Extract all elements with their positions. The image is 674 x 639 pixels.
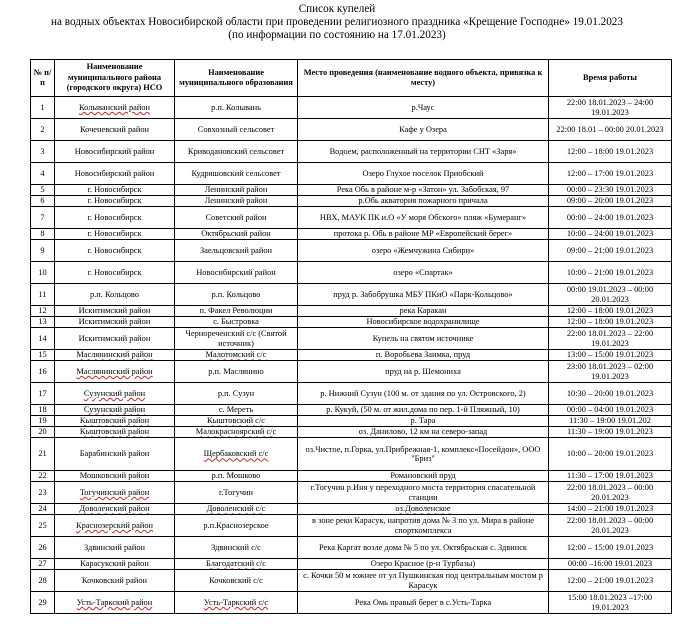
cell-num: 13 <box>31 317 55 328</box>
table-row <box>31 515 672 537</box>
cell-place: г.Тогучин р.Иня у переходного моста территория спасательной станции <box>298 482 549 504</box>
cell-time: 00:00 – 24:00 19.01.2023 <box>549 207 672 229</box>
cell-district: Новосибирский район <box>55 163 175 185</box>
cell-municipality: Доволенский с/с <box>175 504 298 515</box>
cell-district: Сузунский район <box>55 383 175 405</box>
cell-time: 12:00 – 17:00 19.01.2023 <box>549 163 672 185</box>
cell-time: 12:00 – 18:00 19.01.2023 <box>549 306 672 317</box>
cell-municipality: Заельцовский район <box>175 240 298 262</box>
table-row <box>31 229 672 240</box>
cell-district: Колыванский район <box>55 97 175 119</box>
cell-place: Озеро Красное (р-н Турбазы) <box>298 559 549 570</box>
cell-municipality: р.п.Краснозерское <box>175 515 298 537</box>
cell-num: 9 <box>31 240 55 262</box>
cell-num: 22 <box>31 471 55 482</box>
cell-municipality: Ленинский район <box>175 196 298 207</box>
header-municipality: Наименование муниципального образования <box>175 60 298 97</box>
cell-place: Романовский пруд <box>298 471 549 482</box>
cell-num: 15 <box>31 350 55 361</box>
table-row <box>31 438 672 471</box>
cell-municipality: Усть-Таркский с/с <box>175 592 298 614</box>
cell-time: 22:00 18.01.2023 – 24:00 19.01.2023 <box>549 97 672 119</box>
cell-municipality: Новосибирский район <box>175 262 298 284</box>
cell-place: п. Воробьева Заимка, пруд <box>298 350 549 361</box>
cell-municipality: Октябрьский район <box>175 229 298 240</box>
cell-district: Доволенский район <box>55 504 175 515</box>
cell-municipality: с. Мереть <box>175 405 298 416</box>
table-row <box>31 427 672 438</box>
cell-time: 00:00 – 04:00 19.01.2023 <box>549 405 672 416</box>
cell-place: р. Нижний Сузун (100 м. от здания по ул. Островского, 2) <box>298 383 549 405</box>
cell-time: 10:00 – 20:00 19.01.2023 <box>549 438 672 471</box>
cell-num: 3 <box>31 141 55 163</box>
cell-district: г. Новосибирск <box>55 240 175 262</box>
cell-place: Река Обь в районе м-р «Затон» ул. Забобская, 97 <box>298 185 549 196</box>
cell-place: Новосибирское водохранилище <box>298 317 549 328</box>
cell-district: Краснозерский район <box>55 515 175 537</box>
table-row <box>31 196 672 207</box>
cell-place: оз.Чистое, п.Горка, ул.Прибрежная-1, комплекс«Посейдон», ООО "Бриз" <box>298 438 549 471</box>
cell-num: 10 <box>31 262 55 284</box>
table-row <box>31 559 672 570</box>
cell-time: 12:00 – 15:00 19.01.2023 <box>549 537 672 559</box>
cell-time: 00:00 – 23:30 19.01.2023 <box>549 185 672 196</box>
cell-num: 24 <box>31 504 55 515</box>
header-num: № п/п <box>31 60 55 97</box>
cell-place: Водоем, расположенный на территории СНТ «Заря» <box>298 141 549 163</box>
table-row <box>31 416 672 427</box>
table-row <box>31 504 672 515</box>
cell-municipality: Щербаковский с/с <box>175 438 298 471</box>
cell-district: Усть-Таркский район <box>55 592 175 614</box>
cell-district: г. Новосибирск <box>55 229 175 240</box>
cell-time: 09:00 – 20:00 19.01.2023 <box>549 196 672 207</box>
cell-district: Здвинский район <box>55 537 175 559</box>
cell-num: 23 <box>31 482 55 504</box>
cell-num: 1 <box>31 97 55 119</box>
cell-time: 00:00 –16:00 19.01.2023 <box>549 559 672 570</box>
cell-place: с. Кочки 50 м южнее от ул Пушкинская под центральным мостом р Карасук <box>298 570 549 592</box>
cell-district: Барабинский район <box>55 438 175 471</box>
cell-place: р. Тара <box>298 416 549 427</box>
title-line-2: на водных объектах Новосибирской области при проведении религиозного праздника «Крещение Господне» 19.01.2023 <box>51 16 623 28</box>
cell-time: 10:00 – 24:00 19.01.2023 <box>549 229 672 240</box>
cell-district: г. Новосибирск <box>55 262 175 284</box>
table-row <box>31 471 672 482</box>
cell-num: 28 <box>31 570 55 592</box>
cell-num: 17 <box>31 383 55 405</box>
cell-municipality: Кочковский с/с <box>175 570 298 592</box>
cell-time: 22:00 18.01.2023 – 00:00 20.01.2023 <box>549 515 672 537</box>
cell-time: 12:00 – 18:00 19.01.2023 <box>549 317 672 328</box>
cell-num: 18 <box>31 405 55 416</box>
cell-place: Река Каргат возле дома № 5 по ул. Октябрьская с. Здвинск <box>298 537 549 559</box>
cell-num: 29 <box>31 592 55 614</box>
cell-municipality: Совхозный сельсовет <box>175 119 298 141</box>
cell-place: река Каракан <box>298 306 549 317</box>
table-row <box>31 119 672 141</box>
table-row <box>31 317 672 328</box>
cell-municipality: р.п. Кольцово <box>175 284 298 306</box>
cell-municipality: п. Факел Революции <box>175 306 298 317</box>
cell-time: 23:00 18.01.2023 – 02:00 19.01.2023 <box>549 361 672 383</box>
cell-district: Кыштовский район <box>55 416 175 427</box>
cell-municipality: Чернореченский с/с (Святой источник) <box>175 328 298 350</box>
cell-time: 10:00 – 21:00 19.01.2023 <box>549 262 672 284</box>
cell-district: г. Новосибирск <box>55 185 175 196</box>
cell-place: пруд на р. Шемониха <box>298 361 549 383</box>
cell-place: Река Омь правый берег в с.Усть-Тарка <box>298 592 549 614</box>
cell-district: Новосибирский район <box>55 141 175 163</box>
cell-municipality: р.п. Маслянино <box>175 361 298 383</box>
cell-district: Сузунский район <box>55 405 175 416</box>
cell-time: 11:30 – 19:00 19.01.202 <box>549 416 672 427</box>
cell-place: Купель на святом источнике <box>298 328 549 350</box>
table-row <box>31 482 672 504</box>
title-line-1: Список купелей <box>298 3 376 15</box>
header-district: Наименование муниципального района (городского округа) НСО <box>55 60 175 97</box>
cell-num: 26 <box>31 537 55 559</box>
cell-place: р.Чаус <box>298 97 549 119</box>
cell-num: 16 <box>31 361 55 383</box>
cell-district: Тогучинский район <box>55 482 175 504</box>
table-row <box>31 537 672 559</box>
cell-time: 09:00 – 21:00 19.01.2023 <box>549 240 672 262</box>
cell-municipality: г.Тогучин <box>175 482 298 504</box>
cell-municipality: Ленинский район <box>175 185 298 196</box>
cell-place: озеро «Жемчужина Сибири» <box>298 240 549 262</box>
table-row <box>31 207 672 229</box>
table-row <box>31 328 672 350</box>
cell-municipality: р.п. Колывань <box>175 97 298 119</box>
header-time: Время работы <box>549 60 672 97</box>
cell-time: 12:00 – 21:00 19.01.2023 <box>549 570 672 592</box>
cell-district: Искитимский район <box>55 328 175 350</box>
cell-time: 12:00 – 18:00 19.01.2023 <box>549 141 672 163</box>
cell-municipality: Здвинский с/с <box>175 537 298 559</box>
cell-num: 4 <box>31 163 55 185</box>
cell-place: р.Обь акватория пожарного причала <box>298 196 549 207</box>
cell-num: 7 <box>31 207 55 229</box>
header-place: Место проведения (наименование водного объекта, привязка к месту) <box>298 60 549 97</box>
cell-place: пруд р. Забобрушка МБУ ПКиО «Парк-Кольцово» <box>298 284 549 306</box>
cell-num: 21 <box>31 438 55 471</box>
table-row <box>31 405 672 416</box>
cell-num: 27 <box>31 559 55 570</box>
cell-time: 11:30 – 17:00 19.01.2023 <box>549 471 672 482</box>
table-header-row <box>31 60 672 97</box>
cell-num: 5 <box>31 185 55 196</box>
cell-num: 8 <box>31 229 55 240</box>
cell-district: Искитимский район <box>55 317 175 328</box>
fonts-table <box>30 59 672 614</box>
table-row <box>31 383 672 405</box>
cell-district: Кыштовский район <box>55 427 175 438</box>
cell-num: 20 <box>31 427 55 438</box>
cell-time: 13:00 – 15:00 19.01.2023 <box>549 350 672 361</box>
cell-district: г. Новосибирск <box>55 207 175 229</box>
cell-num: 12 <box>31 306 55 317</box>
title-line-3: (по информации по состоянию на 17.01.2023) <box>228 29 446 41</box>
cell-place: в зоне реки Карасук, напротив дома № 3 по ул. Мира в районе спорткомплекса <box>298 515 549 537</box>
cell-municipality: Кыштовский с/с <box>175 416 298 427</box>
cell-municipality: Благодатский с/с <box>175 559 298 570</box>
cell-municipality: Советский район <box>175 207 298 229</box>
cell-num: 25 <box>31 515 55 537</box>
cell-num: 6 <box>31 196 55 207</box>
cell-municipality: р.п. Сузун <box>175 383 298 405</box>
cell-municipality: Криводановский сельсовет <box>175 141 298 163</box>
cell-district: Мошковский район <box>55 471 175 482</box>
cell-num: 11 <box>31 284 55 306</box>
cell-place: оз. Данилово, 12 км на северо-запад <box>298 427 549 438</box>
cell-district: Карасукский район <box>55 559 175 570</box>
cell-municipality: Малотомский с/с <box>175 350 298 361</box>
table-row <box>31 350 672 361</box>
table-row <box>31 570 672 592</box>
table-row <box>31 240 672 262</box>
cell-place: озеро «Спартак» <box>298 262 549 284</box>
cell-num: 2 <box>31 119 55 141</box>
cell-municipality: с. Быстровка <box>175 317 298 328</box>
cell-place: Кафе у Озера <box>298 119 549 141</box>
cell-num: 14 <box>31 328 55 350</box>
cell-district: Коченевский район <box>55 119 175 141</box>
cell-municipality: Кудряшовский сельсовет <box>175 163 298 185</box>
cell-time: 15:00 18.01.2023 –17:00 19.01.2023 <box>549 592 672 614</box>
table-row <box>31 97 672 119</box>
cell-place: оз.Доволенское <box>298 504 549 515</box>
table-row <box>31 361 672 383</box>
cell-place: протока р. Обь в районе МР «Европейский берег» <box>298 229 549 240</box>
cell-district: р.п. Кольцово <box>55 284 175 306</box>
cell-time: 14:00 – 21:00 19.01.2023 <box>549 504 672 515</box>
table-row <box>31 284 672 306</box>
cell-time: 11:30 – 19:00 19.01.2023 <box>549 427 672 438</box>
document-title <box>0 3 674 42</box>
cell-municipality: р.п. Мошково <box>175 471 298 482</box>
cell-district: Искитимский район <box>55 306 175 317</box>
cell-place: р. Кукуй, (50 м. от жил.дома по пер. 1-й Пляжный, 10) <box>298 405 549 416</box>
cell-time: 22:00 18.01 – 00:00 20.01.2023 <box>549 119 672 141</box>
cell-district: Кочковский район <box>55 570 175 592</box>
table-row <box>31 306 672 317</box>
cell-district: г. Новосибирск <box>55 196 175 207</box>
table-row <box>31 262 672 284</box>
table-row <box>31 185 672 196</box>
table-row <box>31 163 672 185</box>
cell-num: 19 <box>31 416 55 427</box>
cell-time: 10:30 – 20:00 19.01.2023 <box>549 383 672 405</box>
cell-time: 00:00 19.01.2023 – 00:00 20.01.2023 <box>549 284 672 306</box>
cell-district: Маслянинский район <box>55 350 175 361</box>
cell-place: НВХ, МАУК ПК и.О «У моря Обского» пляж «Бумеранг» <box>298 207 549 229</box>
cell-district: Маслянинский район <box>55 361 175 383</box>
table-row <box>31 141 672 163</box>
cell-time: 22:00 18.01.2023 – 00:00 20.01.2023 <box>549 482 672 504</box>
cell-time: 22:00 18.01.2023 – 22:00 19.01.2023 <box>549 328 672 350</box>
cell-place: Озеро Глухое поселок Приобский <box>298 163 549 185</box>
cell-municipality: Малокрасноярский с/с <box>175 427 298 438</box>
table-row <box>31 592 672 614</box>
